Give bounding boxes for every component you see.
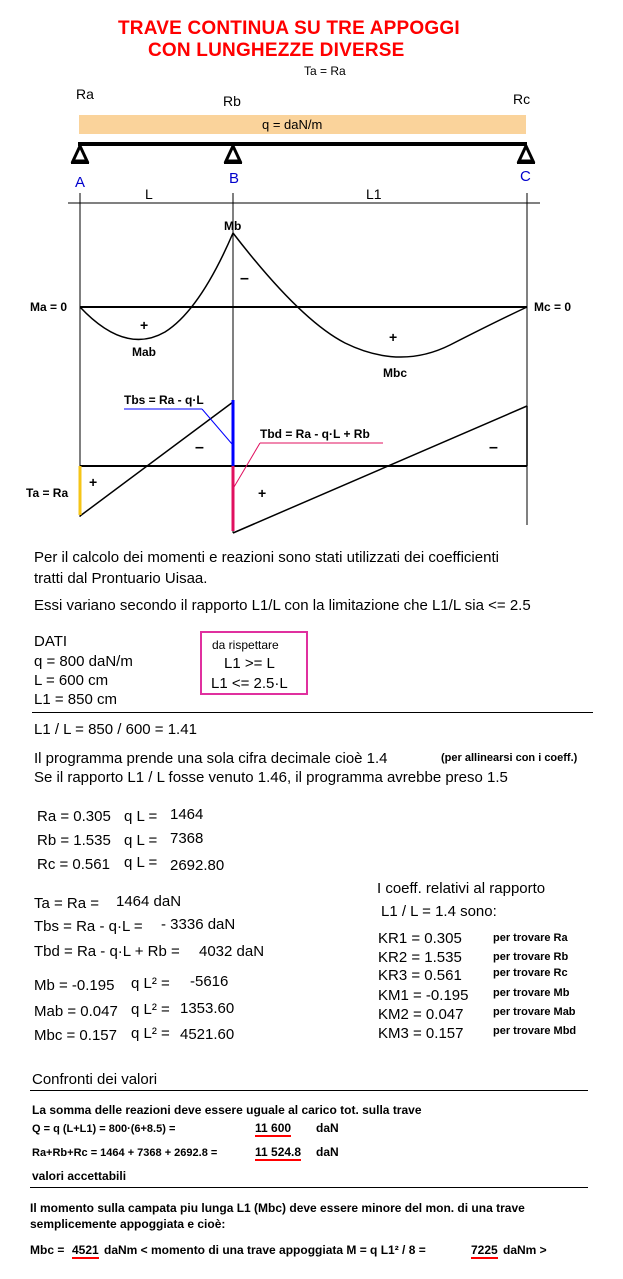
mab-label: Mab xyxy=(132,345,156,359)
moment-mbc-ql: q L² = xyxy=(131,1025,170,1042)
reaction-rc-name: Rc = 0.561 xyxy=(37,856,110,873)
moment-mb-value: -5616 xyxy=(190,973,229,990)
moment-mbc-name: Mbc = 0.157 xyxy=(34,1027,117,1044)
ta-label: Ta = Ra xyxy=(26,486,69,500)
dati-header: DATI xyxy=(34,633,68,650)
title-line-2: CON LUNGHEZZE DIVERSE xyxy=(148,40,405,61)
r-value: 11 524.8 xyxy=(255,1145,302,1159)
moment-curve-ab xyxy=(80,233,233,339)
beam-diagram xyxy=(0,0,623,540)
coeff-km1: KM1 = -0.195 xyxy=(378,987,469,1004)
coeff-km2-desc: per trovare Mab xyxy=(493,1006,576,1018)
intro-line-3: Essi variano secondo il rapporto L1/L con la limitazione che L1/L sia <= 2.5 xyxy=(34,597,531,614)
reaction-a-label: Ra xyxy=(76,86,94,102)
moment-mab-name: Mab = 0.047 xyxy=(34,1003,118,1020)
divider-1 xyxy=(32,712,593,713)
reaction-rb-name: Rb = 1.535 xyxy=(37,832,111,849)
reaction-rc-value: 2692.80 xyxy=(170,857,225,874)
ta-eq-ra-note: Ta = Ra xyxy=(304,64,346,78)
moment-plus-ab: + xyxy=(140,317,149,333)
moment-mab-value: 1353.60 xyxy=(180,1000,235,1017)
shear-ta-expr: Ta = Ra = xyxy=(34,895,100,912)
reaction-rb-ql: q L = xyxy=(124,832,158,849)
mb-label: Mb xyxy=(224,219,242,233)
title-line-1: TRAVE CONTINUA SU TRE APPOGGI xyxy=(118,18,460,39)
moment-plus-bc: + xyxy=(389,329,398,345)
sum-note: La somma delle reazioni deve essere uguale al carico tot. sulla trave xyxy=(32,1103,422,1117)
coeff-kr2-desc: per trovare Rb xyxy=(493,951,569,963)
span-l-label: L xyxy=(145,186,153,202)
moment-minus-sign: – xyxy=(240,270,249,287)
shear-plus-a: + xyxy=(89,474,98,490)
dati-q: q = 800 daN/m xyxy=(34,653,133,670)
coeff-kr1: KR1 = 0.305 xyxy=(378,930,462,947)
tbd-label: Tbd = Ra - q·L + Rb xyxy=(260,427,370,441)
shear-line-bc xyxy=(233,406,527,533)
divider-2 xyxy=(30,1090,588,1091)
divider-3 xyxy=(30,1187,588,1188)
mbc-check-prefix: Mbc = xyxy=(30,1243,65,1257)
q-value: 11 600 xyxy=(255,1121,292,1135)
limit-2: L1 <= 2.5·L xyxy=(211,675,288,692)
shear-tbd-value: 4032 daN xyxy=(199,943,265,960)
reaction-ra-value: 1464 xyxy=(170,806,204,823)
shear-tbs-value: - 3336 daN xyxy=(161,916,236,933)
moment-mbc-value: 4521.60 xyxy=(180,1026,235,1043)
tbs-label: Tbs = Ra - q·L xyxy=(124,393,204,407)
coeff-km1-desc: per trovare Mb xyxy=(493,987,570,999)
coeff-km2: KM2 = 0.047 xyxy=(378,1006,464,1023)
intro-line-1: Per il calcolo dei momenti e reazioni sono stati utilizzati dei coefficienti xyxy=(34,549,499,566)
shear-tbd-expr: Tbd = Ra - q·L + Rb = xyxy=(34,943,180,960)
support-b-label: B xyxy=(229,170,240,187)
limits-header: da rispettare xyxy=(212,638,279,652)
coeff-header-1: I coeff. relativi al rapporto xyxy=(377,880,546,897)
dati-l: L = 600 cm xyxy=(34,672,109,689)
reaction-rb-value: 7368 xyxy=(170,830,204,847)
ratio-note-1: Il programma prende una sola cifra decimale cioè 1.4 xyxy=(34,750,388,767)
support-c-icon xyxy=(517,146,535,163)
coeff-km3-desc: per trovare Mbd xyxy=(493,1025,577,1037)
shear-minus-bc: – xyxy=(489,439,498,456)
m-simple-suffix: daNm > xyxy=(503,1243,547,1257)
compare-header: Confronti dei valori xyxy=(32,1071,158,1088)
ratio-note-2: Se il rapporto L1 / L fosse venuto 1.46, il programma avrebbe preso 1.5 xyxy=(34,769,508,786)
r-unit: daN xyxy=(316,1145,339,1159)
support-a-icon xyxy=(71,146,89,163)
shear-tbs-expr: Tbs = Ra - q·L = xyxy=(34,918,143,935)
dati-l1: L1 = 850 cm xyxy=(34,691,117,708)
load-label: q = daN/m xyxy=(262,117,323,132)
q-unit: daN xyxy=(316,1121,339,1135)
moment-mab-ql: q L² = xyxy=(131,1001,170,1018)
limit-1: L1 >= L xyxy=(224,655,275,672)
shear-ta-value: 1464 daN xyxy=(116,893,182,910)
moment-note-1: Il momento sulla campata piu lunga L1 (Mbc) deve essere minore del mon. di una trave xyxy=(30,1201,525,1215)
ma-label: Ma = 0 xyxy=(30,300,68,314)
shear-minus-ab: – xyxy=(195,439,204,456)
coeff-kr3-desc: per trovare Rc xyxy=(493,967,568,979)
mc-label: Mc = 0 xyxy=(534,300,572,314)
ratio-note-1b: (per allinearsi con i coeff.) xyxy=(441,752,578,764)
support-c-label: C xyxy=(520,168,531,185)
coeff-km3: KM3 = 0.157 xyxy=(378,1025,464,1042)
shear-plus-b: + xyxy=(258,485,267,501)
reaction-ra-ql: q L = xyxy=(124,808,158,825)
moment-mb-name: Mb = -0.195 xyxy=(34,977,115,994)
moment-note-2: semplicemente appoggiata e cioè: xyxy=(30,1217,226,1231)
moment-mb-ql: q L² = xyxy=(131,975,170,992)
coeff-kr3: KR3 = 0.561 xyxy=(378,967,462,984)
m-simple-value: 7225 xyxy=(471,1243,498,1257)
mbc-label: Mbc xyxy=(383,366,407,380)
q-expr: Q = q (L+L1) = 800·(6+8.5) = xyxy=(32,1123,176,1135)
reaction-c-label: Rc xyxy=(513,91,531,107)
support-b-icon xyxy=(224,146,242,163)
coeff-kr1-desc: per trovare Ra xyxy=(493,932,568,944)
moment-curve-bc xyxy=(233,233,527,357)
support-a-label: A xyxy=(75,174,86,191)
mbc-check-value: 4521 xyxy=(72,1243,99,1257)
ok-note: valori accettabili xyxy=(32,1169,127,1183)
ratio-line: L1 / L = 850 / 600 = 1.41 xyxy=(34,721,197,738)
coeff-kr2: KR2 = 1.535 xyxy=(378,949,462,966)
reaction-b-label: Rb xyxy=(223,93,241,109)
intro-line-2: tratti dal Prontuario Uisaa. xyxy=(34,570,208,587)
span-l1-label: L1 xyxy=(366,186,382,202)
mbc-check-middle: daNm < momento di una trave appoggiata M = q L1² / 8 = xyxy=(104,1243,426,1257)
reaction-rc-ql: q L = xyxy=(124,854,158,871)
reaction-ra-name: Ra = 0.305 xyxy=(37,808,111,825)
r-expr: Ra+Rb+Rc = 1464 + 7368 + 2692.8 = xyxy=(32,1147,218,1159)
coeff-header-2: L1 / L = 1.4 sono: xyxy=(381,903,497,920)
